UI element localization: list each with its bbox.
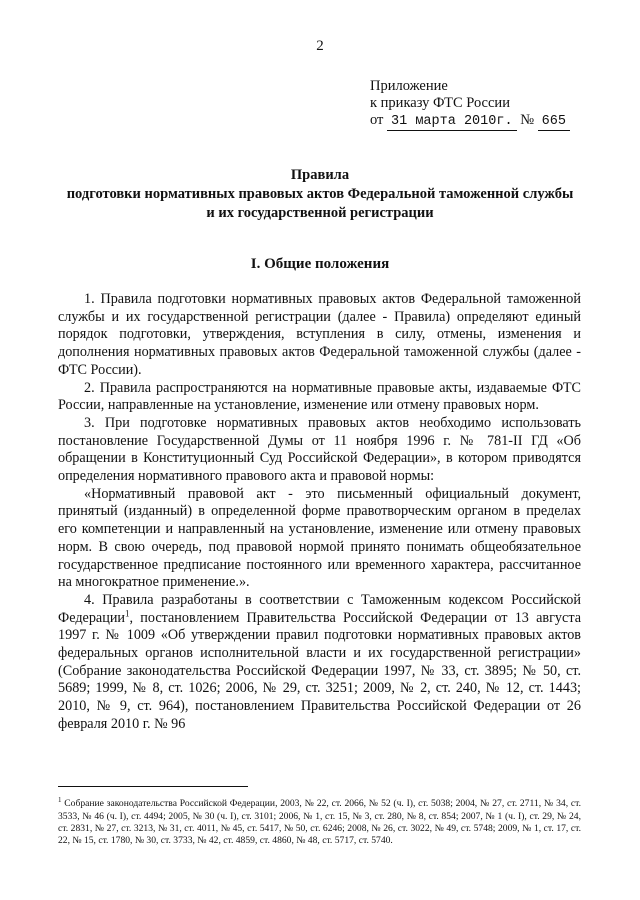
appendix-label: Приложение: [370, 78, 448, 94]
title-line-3: и их государственной регистрации: [206, 205, 434, 221]
paragraph-2: 2. Правила распространяются на нормативные правовые акты, издаваемые ФТС России, направленные на установление, изменение или отмену правовых норм.: [58, 379, 581, 414]
order-number: 665: [538, 113, 570, 131]
paragraph-4: [58, 592, 581, 734]
footnote-number: 1: [58, 796, 62, 804]
footnote-divider: [58, 786, 248, 787]
paragraph-4-rest: , постановлением Правительства Российской Федерации от 13 августа 1997 г. № 1009 «Об утверждении правил подготовки нормативных правовых актов федеральных органов исполнительной власти и их государственной регистрации» (Собрание законодательства Российской Федерации 1997, № 33, ст. 3895; № 50, ст. 5689; 1999, № 8, ст. 1026; 2006, № 29, ст. 3251; 2009, № 2, ст. 240, № 12, ст. 1443; 2010, № 9, ст. 964), постановлением Правительства Российской Федерации от 26 февраля 2010 г. № 96: [58, 609, 581, 732]
footnote-marker: 1: [125, 607, 130, 618]
appendix-date-line: [370, 112, 620, 131]
title-line-1: Правила: [290, 167, 350, 183]
section-heading: I. Общие положения: [250, 256, 390, 272]
appendix-header: [370, 78, 620, 131]
paragraph-4-start: 4. Правила разработаны в соответствии с Таможенным кодексом Российской Федерации: [58, 591, 581, 626]
footnote: [58, 794, 581, 848]
paragraph-1: 1. Правила подготовки нормативных правовых актов Федеральной таможенной службы и их государственной регистрации (далее - Правила) определяют единый порядок подготовки, утверждения, вступления в силу, отмены, изменения и дополнения нормативных правовых актов Федеральной таможенной службы (далее - ФТС России).: [58, 291, 581, 378]
title-line-2: подготовки нормативных правовых актов Федеральной таможенной службы: [66, 186, 574, 202]
date-prefix: от: [370, 112, 384, 128]
appendix-order-ref: к приказу ФТС России: [370, 95, 510, 111]
paragraph-quote: «Нормативный правовой акт - это письменный официальный документ, принятый (изданный) в определенной форме правотворческим органом в пределах его компетенции и направленный на установление, изменение или отмену правовых норм. В свою очередь, под правовой нормой принято понимать общеобязательное государственное предписание постоянного или временного характера, рассчитанное на многократное применение.».: [58, 485, 581, 591]
document-title: [40, 166, 600, 223]
footnote-text: Собрание законодательства Российской Федерации, 2003, № 22, ст. 2066, № 52 (ч. I), ст. 5038; 2004, № 27, ст. 2711, № 34, ст. 3533, № 46 (ч. I), ст. 4494; 2005, № 30 (ч. I), ст. 3101; 2006, № 1, ст. 15, № 3, ст. 280, № 8, ст. 854; 2007, № 1 (ч. I), ст. 29, № 24, ст. 2831, № 27, ст. 3213, № 31, ст. 4011, № 45, ст. 5417, № 50, ст. 6246; 2008, № 26, ст. 3022, № 49, ст. 5748; 2009, № 1, ст. 17, ст. 22, № 15, ст. 1780, № 30, ст. 3733, № 42, ст. 4859, ст. 4860, № 48, ст. 5717, ст. 5740.: [58, 798, 581, 847]
body-text: [58, 291, 581, 734]
number-prefix: №: [520, 112, 535, 128]
order-date: 31 марта 2010г.: [387, 113, 517, 131]
paragraph-3: 3. При подготовке нормативных правовых актов необходимо использовать постановление Государственной Думы от 11 ноября 1996 г. № 781-II ГД «Об обращении в Конституционный Суд Российской Федерации», в котором приводятся определения нормативного правового акта и правовой нормы:: [58, 414, 581, 485]
page-number: 2: [316, 38, 324, 54]
